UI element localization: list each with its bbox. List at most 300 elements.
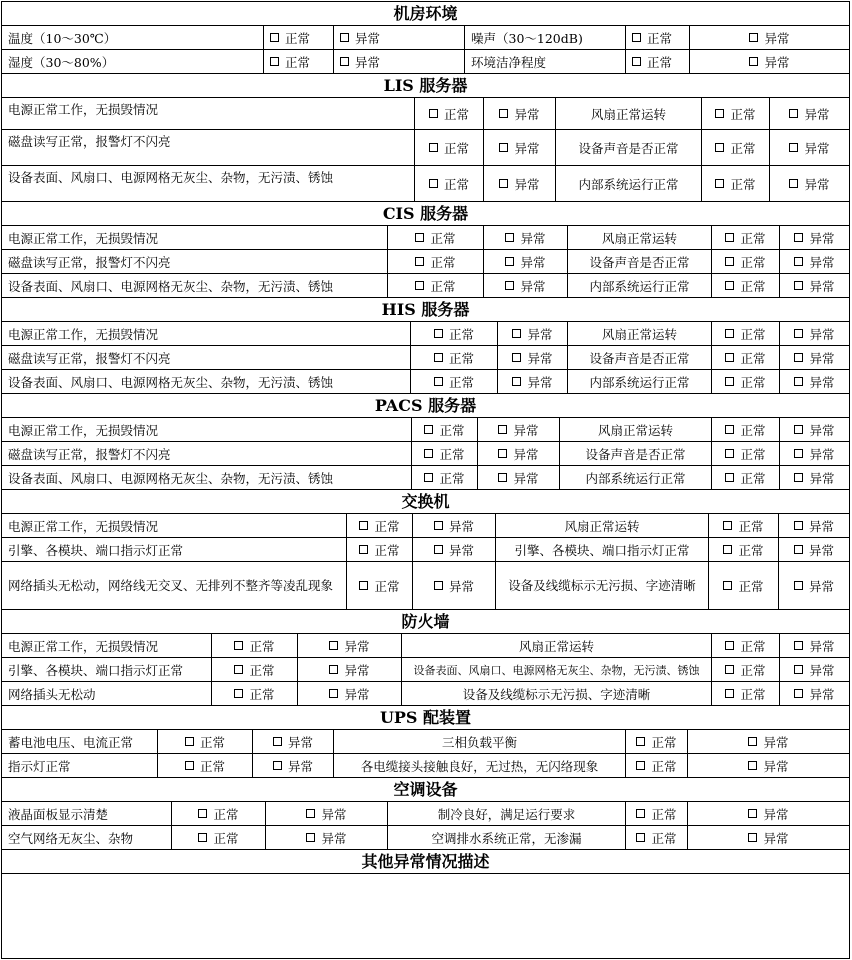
option-label: 异常 <box>448 578 474 594</box>
item-label: 风扇正常运转 <box>568 226 712 249</box>
checkbox-icon <box>434 353 443 362</box>
check-abnormal[interactable] <box>770 166 849 201</box>
check-normal[interactable] <box>388 226 484 249</box>
check-abnormal[interactable] <box>780 418 849 441</box>
checkbox-icon <box>725 641 734 650</box>
option-label: 异常 <box>809 350 835 366</box>
table-row <box>2 730 849 754</box>
table-row <box>2 130 849 166</box>
option-label: 异常 <box>809 638 835 654</box>
check-normal[interactable] <box>712 466 780 489</box>
item-label: 电源正常工作，无损毁情况 <box>2 514 347 537</box>
section-title-lis: LIS 服务器 <box>2 74 849 98</box>
option-label: 异常 <box>764 54 790 70</box>
check-normal[interactable] <box>411 346 498 369</box>
item-label: 设备及线缆标示无污损、字迹清晰 <box>496 562 709 609</box>
checkbox-icon <box>512 329 521 338</box>
check-abnormal[interactable] <box>780 682 849 705</box>
check-normal[interactable] <box>415 98 484 129</box>
item-label: 各电缆接头接触良好，无过热，无闪络现象 <box>334 754 626 777</box>
checkbox-icon <box>794 425 803 434</box>
option-label: 正常 <box>740 254 766 270</box>
table-row <box>2 26 849 50</box>
item-label: 电源正常工作，无损毁情况 <box>2 322 411 345</box>
option-label: 异常 <box>809 662 835 678</box>
table-row <box>2 226 849 250</box>
check-normal[interactable] <box>411 370 498 393</box>
check-abnormal[interactable] <box>690 26 849 49</box>
check-normal[interactable] <box>388 250 484 273</box>
check-abnormal[interactable] <box>253 730 334 753</box>
check-abnormal[interactable] <box>498 370 568 393</box>
check-abnormal[interactable] <box>484 130 556 165</box>
table-row <box>2 466 849 490</box>
checkbox-icon <box>434 377 443 386</box>
checkbox-icon <box>505 233 514 242</box>
check-abnormal[interactable] <box>484 274 568 297</box>
section-title-other: 其他异常情况描述 <box>2 850 849 874</box>
checkbox-icon <box>794 545 803 554</box>
check-normal[interactable] <box>172 802 266 825</box>
option-label: 正常 <box>740 350 766 366</box>
check-abnormal[interactable] <box>413 538 496 561</box>
check-abnormal[interactable] <box>298 634 402 657</box>
option-label: 正常 <box>740 278 766 294</box>
option-label: 异常 <box>448 542 474 558</box>
checkbox-icon <box>725 377 734 386</box>
check-abnormal[interactable] <box>770 98 849 129</box>
option-label: 正常 <box>374 578 400 594</box>
checkbox-icon <box>725 689 734 698</box>
table-row <box>2 514 849 538</box>
check-abnormal[interactable] <box>780 466 849 489</box>
option-label: 异常 <box>763 806 789 822</box>
checkbox-icon <box>632 33 641 42</box>
table-row <box>2 634 849 658</box>
check-normal[interactable] <box>212 658 298 681</box>
check-abnormal[interactable] <box>770 130 849 165</box>
checkbox-icon <box>789 109 798 118</box>
option-label: 异常 <box>448 518 474 534</box>
check-normal[interactable] <box>415 130 484 165</box>
checkbox-icon <box>234 689 243 698</box>
checkbox-icon <box>725 353 734 362</box>
checkbox-icon <box>723 521 732 530</box>
table-row <box>2 322 849 346</box>
checkbox-icon <box>715 143 724 152</box>
option-label: 正常 <box>199 758 225 774</box>
option-label: 异常 <box>321 806 347 822</box>
check-normal[interactable] <box>626 826 688 849</box>
checkbox-icon <box>723 581 732 590</box>
item-label: 引擎、各模块、端口指示灯正常 <box>496 538 709 561</box>
check-abnormal[interactable] <box>484 226 568 249</box>
table-row <box>2 442 849 466</box>
item-label: 液晶面板显示清楚 <box>2 802 172 825</box>
checkbox-icon <box>429 179 438 188</box>
option-label: 正常 <box>740 446 766 462</box>
checkbox-icon <box>185 737 194 746</box>
item-label: 空调排水系统正常，无渗漏 <box>388 826 626 849</box>
checkbox-icon <box>273 737 282 746</box>
check-normal[interactable] <box>412 442 478 465</box>
checkbox-icon <box>725 257 734 266</box>
check-abnormal[interactable] <box>478 418 560 441</box>
check-abnormal[interactable] <box>779 538 849 561</box>
check-abnormal[interactable] <box>484 250 568 273</box>
checkbox-icon <box>185 761 194 770</box>
section-title-ups: UPS 配装置 <box>2 706 849 730</box>
check-abnormal[interactable] <box>780 442 849 465</box>
checkbox-icon <box>794 689 803 698</box>
option-label: 正常 <box>249 662 275 678</box>
checkbox-icon <box>359 545 368 554</box>
option-label: 正常 <box>740 230 766 246</box>
checkbox-icon <box>794 281 803 290</box>
item-label: 引擎、各模块、端口指示灯正常 <box>2 658 212 681</box>
option-label: 正常 <box>730 176 756 192</box>
option-label: 异常 <box>804 140 830 156</box>
checkbox-icon <box>415 281 424 290</box>
check-abnormal[interactable] <box>780 226 849 249</box>
check-normal[interactable] <box>347 562 413 609</box>
item-label: 设备表面、风扇口、电源网格无灰尘、杂物，无污渍、锈蚀 <box>402 658 712 681</box>
item-label: 风扇正常运转 <box>556 98 702 129</box>
table-row <box>2 538 849 562</box>
checkbox-icon <box>794 449 803 458</box>
check-abnormal[interactable] <box>478 466 560 489</box>
check-normal[interactable] <box>712 250 780 273</box>
checkbox-icon <box>359 581 368 590</box>
option-label: 异常 <box>804 176 830 192</box>
checkbox-icon <box>789 179 798 188</box>
remarks-area[interactable] <box>2 874 849 960</box>
check-normal[interactable] <box>626 802 688 825</box>
option-label: 异常 <box>287 758 313 774</box>
check-normal[interactable] <box>411 322 498 345</box>
item-label: 风扇正常运转 <box>560 418 712 441</box>
checkbox-icon <box>725 473 734 482</box>
check-abnormal[interactable] <box>779 514 849 537</box>
option-label: 正常 <box>249 686 275 702</box>
option-label: 正常 <box>738 518 764 534</box>
check-abnormal[interactable] <box>780 346 849 369</box>
item-label: 内部系统运行正常 <box>568 274 712 297</box>
section-title-firewall: 防火墙 <box>2 610 849 634</box>
check-abnormal[interactable] <box>413 562 496 609</box>
option-label: 异常 <box>804 106 830 122</box>
item-label: 蓄电池电压、电流正常 <box>2 730 158 753</box>
check-abnormal[interactable] <box>690 50 849 73</box>
checkbox-icon <box>429 109 438 118</box>
option-label: 正常 <box>740 686 766 702</box>
option-label: 异常 <box>809 230 835 246</box>
checkbox-icon <box>270 33 279 42</box>
checkbox-icon <box>794 581 803 590</box>
option-label: 正常 <box>738 542 764 558</box>
section-title-his: HIS 服务器 <box>2 298 849 322</box>
check-normal[interactable] <box>702 130 770 165</box>
option-label: 异常 <box>809 278 835 294</box>
option-label: 正常 <box>448 350 474 366</box>
check-normal[interactable] <box>712 682 780 705</box>
check-abnormal[interactable] <box>498 322 568 345</box>
check-abnormal[interactable] <box>688 730 849 753</box>
checkbox-icon <box>424 425 433 434</box>
table-row <box>2 166 849 202</box>
checkbox-icon <box>415 233 424 242</box>
check-abnormal[interactable] <box>253 754 334 777</box>
checkbox-icon <box>270 57 279 66</box>
check-normal[interactable] <box>264 50 334 73</box>
option-label: 异常 <box>527 374 553 390</box>
check-normal[interactable] <box>626 754 688 777</box>
check-normal[interactable] <box>212 682 298 705</box>
option-label: 正常 <box>448 326 474 342</box>
item-label: 湿度（30～80%） <box>2 50 264 73</box>
check-normal[interactable] <box>712 346 780 369</box>
table-row <box>2 418 849 442</box>
table-row <box>2 50 849 74</box>
check-normal[interactable] <box>415 166 484 201</box>
checkbox-icon <box>424 449 433 458</box>
checkbox-icon <box>434 581 443 590</box>
option-label: 正常 <box>740 470 766 486</box>
check-normal[interactable] <box>626 730 688 753</box>
checkbox-icon <box>505 281 514 290</box>
option-label: 正常 <box>651 806 677 822</box>
checkbox-icon <box>748 761 757 770</box>
checkbox-icon <box>748 809 757 818</box>
check-normal[interactable] <box>626 50 690 73</box>
option-label: 异常 <box>520 254 546 270</box>
item-label: 设备表面、风扇口、电源网格无灰尘、杂物，无污渍、锈蚀 <box>2 274 388 297</box>
table-row <box>2 98 849 130</box>
checkbox-icon <box>715 109 724 118</box>
option-label: 正常 <box>740 326 766 342</box>
option-label: 异常 <box>808 542 834 558</box>
checkbox-icon <box>498 425 507 434</box>
check-abnormal[interactable] <box>298 658 402 681</box>
check-normal[interactable] <box>712 370 780 393</box>
table-row <box>2 682 849 706</box>
checkbox-icon <box>749 57 758 66</box>
checkbox-icon <box>715 179 724 188</box>
checkbox-icon <box>794 233 803 242</box>
check-abnormal[interactable] <box>780 658 849 681</box>
checkbox-icon <box>636 737 645 746</box>
option-label: 异常 <box>527 326 553 342</box>
option-label: 异常 <box>809 326 835 342</box>
item-label: 设备声音是否正常 <box>568 346 712 369</box>
check-abnormal[interactable] <box>334 26 465 49</box>
option-label: 正常 <box>439 422 465 438</box>
check-normal[interactable] <box>212 634 298 657</box>
option-label: 异常 <box>344 662 370 678</box>
option-label: 异常 <box>321 830 347 846</box>
check-normal[interactable] <box>347 514 413 537</box>
item-label: 制冷良好，满足运行要求 <box>388 802 626 825</box>
option-label: 异常 <box>809 374 835 390</box>
table-row <box>2 562 849 610</box>
check-normal[interactable] <box>712 442 780 465</box>
option-label: 异常 <box>809 254 835 270</box>
option-label: 正常 <box>740 662 766 678</box>
checkbox-icon <box>434 329 443 338</box>
checkbox-icon <box>725 329 734 338</box>
checkbox-icon <box>725 233 734 242</box>
table-row <box>2 754 849 778</box>
checkbox-icon <box>748 737 757 746</box>
item-label: 电源正常工作，无损毁情况 <box>2 418 412 441</box>
check-abnormal[interactable] <box>780 322 849 345</box>
option-label: 异常 <box>513 422 539 438</box>
option-label: 正常 <box>647 54 673 70</box>
checkbox-icon <box>794 377 803 386</box>
checkbox-icon <box>329 689 338 698</box>
item-label: 网络插头无松动，网络线无交叉、无排列不整齐等凌乱现象 <box>2 562 347 609</box>
checkbox-icon <box>415 257 424 266</box>
check-normal[interactable] <box>702 98 770 129</box>
check-normal[interactable] <box>264 26 334 49</box>
check-normal[interactable] <box>712 658 780 681</box>
checkbox-icon <box>434 521 443 530</box>
check-normal[interactable] <box>712 634 780 657</box>
check-abnormal[interactable] <box>298 682 402 705</box>
option-label: 正常 <box>249 638 275 654</box>
check-abnormal[interactable] <box>688 826 849 849</box>
option-label: 正常 <box>439 446 465 462</box>
item-label: 环境洁净程度 <box>465 50 626 73</box>
checkbox-icon <box>789 143 798 152</box>
option-label: 异常 <box>808 518 834 534</box>
checkbox-icon <box>329 641 338 650</box>
option-label: 异常 <box>520 230 546 246</box>
check-abnormal[interactable] <box>688 754 849 777</box>
item-label: 网络插头无松动 <box>2 682 212 705</box>
option-label: 正常 <box>374 518 400 534</box>
option-label: 正常 <box>285 30 311 46</box>
check-abnormal[interactable] <box>688 802 849 825</box>
check-normal[interactable] <box>709 562 779 609</box>
item-label: 设备表面、风扇口、电源网格无灰尘、杂物，无污渍、锈蚀 <box>2 370 411 393</box>
option-label: 正常 <box>443 176 469 192</box>
check-abnormal[interactable] <box>780 634 849 657</box>
item-label: 噪声（30～120dB) <box>465 26 626 49</box>
check-normal[interactable] <box>626 26 690 49</box>
item-label: 内部系统运行正常 <box>560 466 712 489</box>
check-normal[interactable] <box>172 826 266 849</box>
item-label: 风扇正常运转 <box>402 634 712 657</box>
option-label: 正常 <box>651 758 677 774</box>
checkbox-icon <box>794 257 803 266</box>
checkbox-icon <box>499 143 508 152</box>
option-label: 正常 <box>374 542 400 558</box>
checkbox-icon <box>725 281 734 290</box>
checkbox-icon <box>512 353 521 362</box>
check-abnormal[interactable] <box>779 562 849 609</box>
item-label: 磁盘读写正常，报警灯不闪亮 <box>2 130 415 165</box>
check-normal[interactable] <box>712 418 780 441</box>
option-label: 异常 <box>344 638 370 654</box>
option-label: 异常 <box>809 422 835 438</box>
check-abnormal[interactable] <box>266 802 388 825</box>
checkbox-icon <box>429 143 438 152</box>
option-label: 正常 <box>730 140 756 156</box>
option-label: 异常 <box>808 578 834 594</box>
checkbox-icon <box>306 809 315 818</box>
checkbox-icon <box>725 425 734 434</box>
section-title-pacs: PACS 服务器 <box>2 394 849 418</box>
option-label: 异常 <box>763 758 789 774</box>
option-label: 正常 <box>738 578 764 594</box>
check-abnormal[interactable] <box>334 50 465 73</box>
check-normal[interactable] <box>712 274 780 297</box>
section-title-environment: 机房环境 <box>2 2 849 26</box>
check-normal[interactable] <box>158 754 253 777</box>
option-label: 异常 <box>763 830 789 846</box>
check-normal[interactable] <box>712 322 780 345</box>
check-normal[interactable] <box>712 226 780 249</box>
item-label: 设备声音是否正常 <box>560 442 712 465</box>
option-label: 正常 <box>439 470 465 486</box>
option-label: 正常 <box>443 106 469 122</box>
checkbox-icon <box>632 57 641 66</box>
option-label: 异常 <box>514 140 540 156</box>
check-normal[interactable] <box>702 166 770 201</box>
check-normal[interactable] <box>388 274 484 297</box>
check-abnormal[interactable] <box>780 250 849 273</box>
table-row <box>2 370 849 394</box>
item-label: 磁盘读写正常，报警灯不闪亮 <box>2 346 411 369</box>
check-abnormal[interactable] <box>266 826 388 849</box>
checkbox-icon <box>725 449 734 458</box>
checkbox-icon <box>340 57 349 66</box>
item-label: 空气网络无灰尘、杂物 <box>2 826 172 849</box>
checkbox-icon <box>234 641 243 650</box>
check-normal[interactable] <box>709 538 779 561</box>
check-abnormal[interactable] <box>478 442 560 465</box>
check-normal[interactable] <box>412 466 478 489</box>
check-normal[interactable] <box>709 514 779 537</box>
check-abnormal[interactable] <box>484 98 556 129</box>
checkbox-icon <box>794 665 803 674</box>
check-normal[interactable] <box>412 418 478 441</box>
checkbox-icon <box>794 353 803 362</box>
check-abnormal[interactable] <box>484 166 556 201</box>
option-label: 异常 <box>527 350 553 366</box>
item-label: 电源正常工作，无损毁情况 <box>2 634 212 657</box>
checkbox-icon <box>794 329 803 338</box>
checkbox-icon <box>794 473 803 482</box>
item-label: 设备及线缆标示无污损、字迹清晰 <box>402 682 712 705</box>
check-normal[interactable] <box>347 538 413 561</box>
table-row <box>2 658 849 682</box>
section-title-cis: CIS 服务器 <box>2 202 849 226</box>
option-label: 正常 <box>430 254 456 270</box>
option-label: 正常 <box>213 830 239 846</box>
checkbox-icon <box>749 33 758 42</box>
check-abnormal[interactable] <box>780 274 849 297</box>
check-abnormal[interactable] <box>498 346 568 369</box>
check-normal[interactable] <box>158 730 253 753</box>
check-abnormal[interactable] <box>413 514 496 537</box>
check-abnormal[interactable] <box>780 370 849 393</box>
item-label: 内部系统运行正常 <box>568 370 712 393</box>
option-label: 正常 <box>647 30 673 46</box>
item-label: 设备声音是否正常 <box>568 250 712 273</box>
option-label: 正常 <box>285 54 311 70</box>
